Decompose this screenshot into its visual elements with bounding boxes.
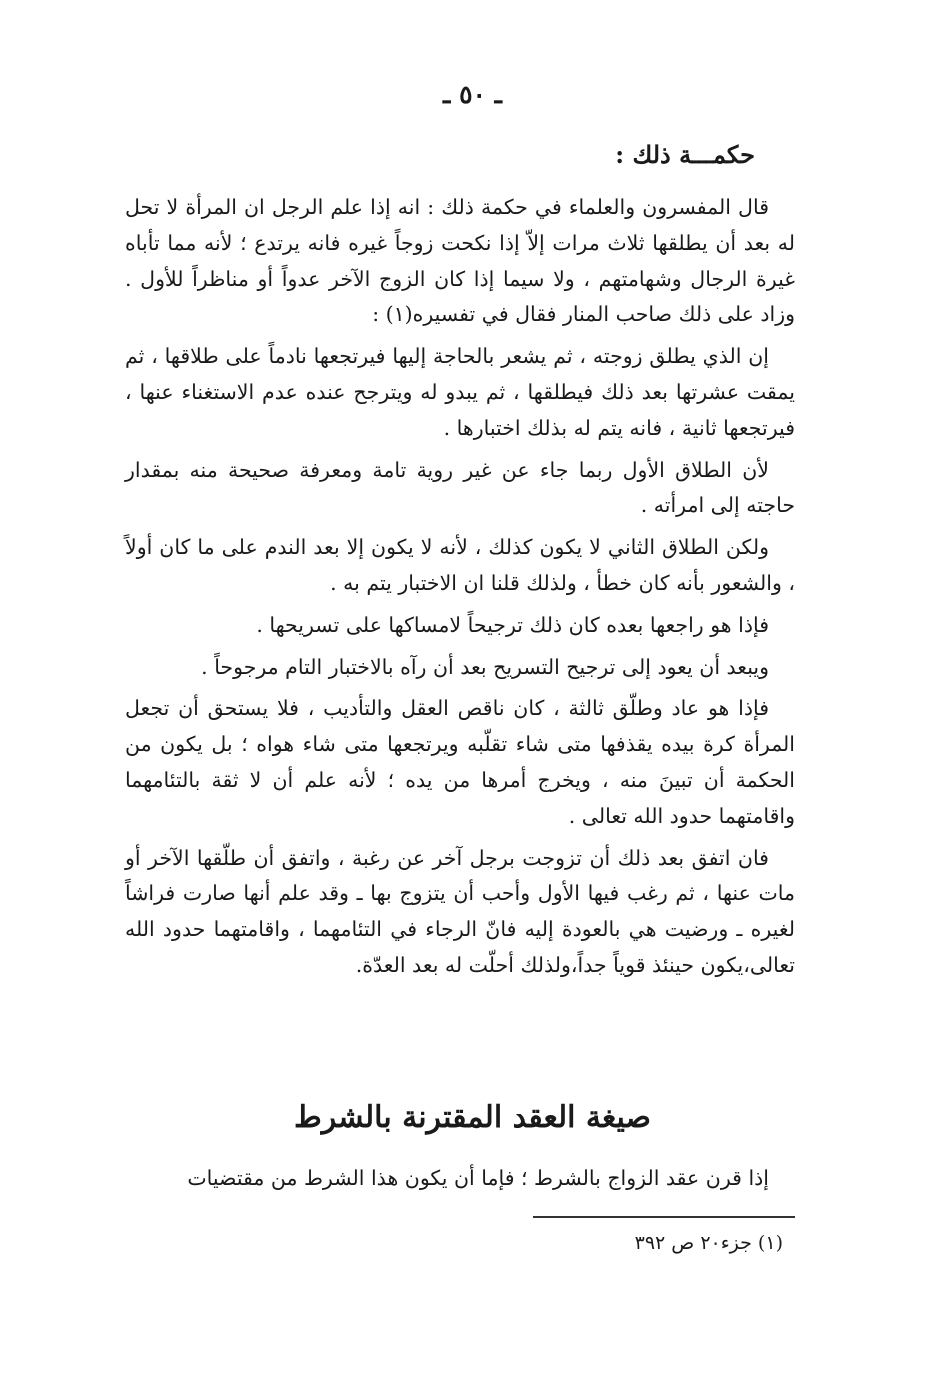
page-number: ـ ٥٠ ـ — [443, 80, 502, 109]
closing-line: إذا قرن عقد الزواج بالشرط ؛ فإما أن يكون هذا الشرط من مقتضيات — [187, 1166, 769, 1190]
paragraph: ولكن الطلاق الثاني لا يكون كذلك ، لأنه لا يكون إلا بعد الندم على ما كان أولاً ، والشعور بأنه كان خطأ ، ولذلك قلنا ان الاختبار يتم به . — [125, 535, 795, 595]
chapter-title: صيغة العقد المقترنة بالشرط — [293, 1100, 651, 1135]
paragraph: إن الذي يطلق زوجته ، ثم يشعر بالحاجة إليها فيرتجعها نادماً على طلاقها ، ثم يمقت عشرتها بعد ذلك فيطلقها ، ثم يبدو له ويترجح عنده عدم الاستغناء عنها ، فيرتجعها ثانية ، فانه يتم له بذلك اختبارها . — [125, 344, 795, 440]
section-heading: حكمـــة ذلك : — [615, 140, 755, 169]
paragraph: فإذا هو عاد وطلّق ثالثة ، كان ناقص العقل والتأديب ، فلا يستحق أن تجعل المرأة كرة بيده يقذفها متى شاء تقلّبه ويرتجعها متى شاء هواه ؛ بل يكون من الحكمة أن تبينَ منه ، ويخرج أمرها من يده ؛ لأنه علم أن لا ثقة بالتئامهما واقامتهما حدود الله تعالى . — [125, 696, 795, 828]
footnote-divider — [533, 1216, 795, 1218]
paragraph: قال المفسرون والعلماء في حكمة ذلك : انه إذا علم الرجل ان المرأة لا تحل له بعد أن يطلقها ثلاث مرات إلاّ إذا نكحت زوجاً غيره فانه يرتدع ؛ لأنه مما تأباه غيرة الرجال وشهامتهم ، ولا سيما إذا كان الزوج الآخر عدواً أو مناظراً للأول . وزاد على ذلك صاحب المنار فقال في تفسيره(١) : — [125, 195, 795, 327]
footnote: (١) جزء٢٠ ص ٣٩٢ — [634, 1232, 783, 1254]
paragraph: لأن الطلاق الأول ربما جاء عن غير روية تامة ومعرفة صحيحة منه بمقدار حاجته إلى امرأته . — [125, 457, 795, 518]
paragraph: فان اتفق بعد ذلك أن تزوجت برجل آخر عن رغبة ، واتفق أن طلّقها الآخر أو مات عنها ، ثم رغب فيها الأول وأحب أن يتزوج بها ـ وقد علم أنها صارت فراشاً لغيره ـ ورضيت هي بالعودة إليه فانّ الرجاء في التئامهما ، واقامتهما حدود الله تعالى،يكون حينئذ قوياً جداً،ولذلك أحلّت له بعد العدّة. — [125, 845, 795, 977]
paragraph: ويبعد أن يعود إلى ترجيح التسريح بعد أن رآه بالاختبار التام مرجوحاً . — [201, 654, 769, 679]
paragraph: فإذا هو راجعها بعده كان ذلك ترجيحاً لامساكها على تسريحها . — [256, 612, 769, 637]
body-text — [125, 190, 795, 990]
